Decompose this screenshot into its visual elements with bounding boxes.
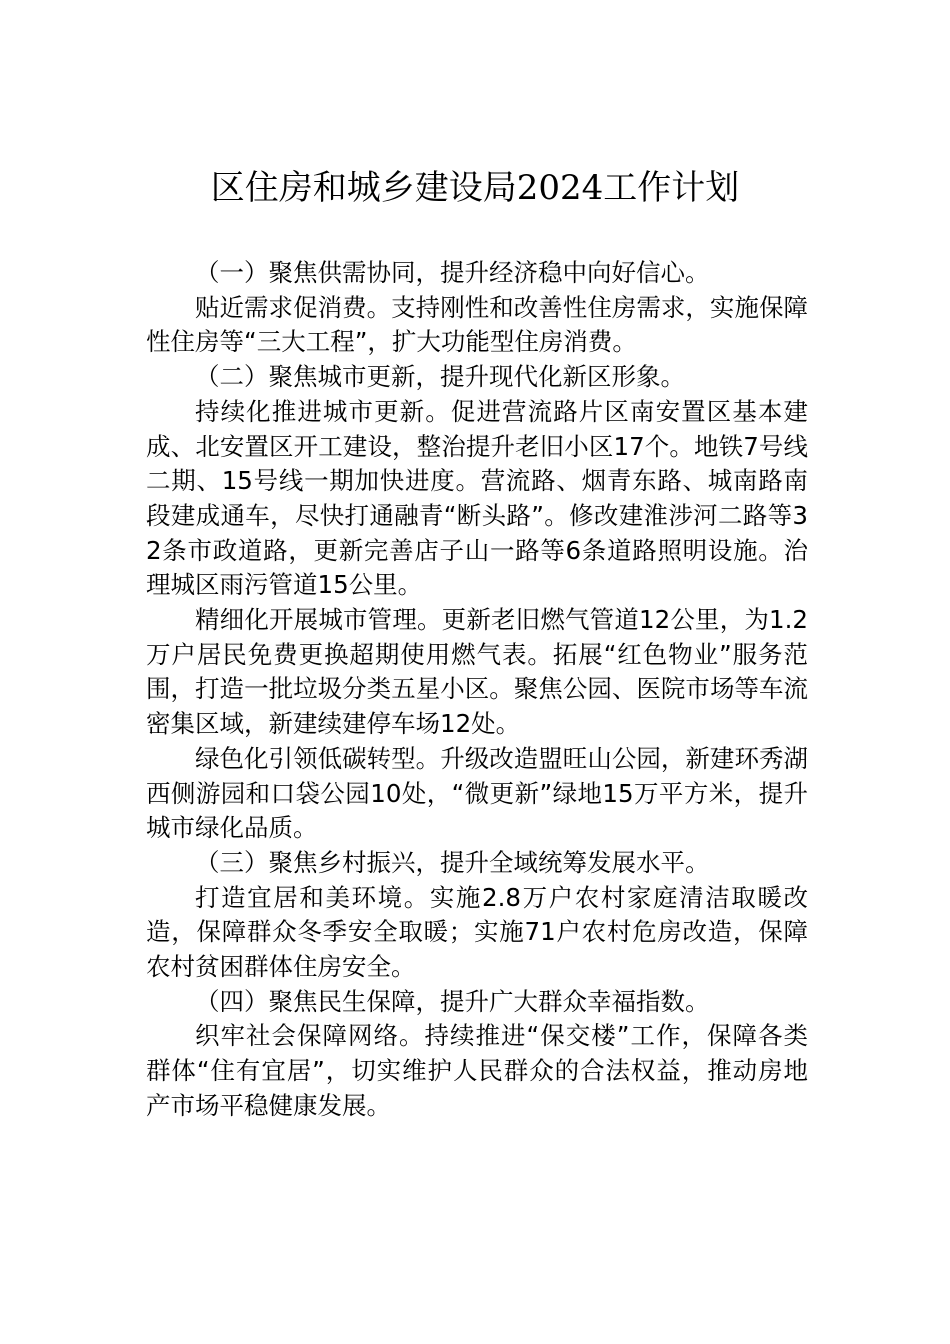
section-heading-3: （三）聚焦乡村振兴，提升全域统筹发展水平。	[195, 847, 710, 877]
paragraph-city-management: 精细化开展城市管理。更新老旧燃气管道12公里，为1.2万户居民免费更换超期使用燃气表。拓展“红色物业”服务范围，打造一批垃圾分类五星小区。聚焦公园、医院市场等车流密集区域，新建续建停车场12处。	[146, 605, 808, 739]
paragraph-social-security: 织牢社会保障网络。持续推进“保交楼”工作，保障各类群体“住有宜居”，切实维护人民群众的合法权益，推动房地产市场平稳健康发展。	[146, 1021, 808, 1120]
section-heading-1: （一）聚焦供需协同，提升经济稳中向好信心。	[195, 258, 710, 287]
document-title: 区住房和城乡建设局2024工作计划	[210, 168, 740, 208]
paragraph-green-transition: 绿色化引领低碳转型。升级改造盟旺山公园，新建环秀湖西侧游园和口袋公园10处，“微更新”绿地15万平方米，提升城市绿化品质。	[146, 743, 808, 843]
section-heading-2: （二）聚焦城市更新，提升现代化新区形象。	[195, 362, 685, 392]
paragraph-urban-renewal: 持续化推进城市更新。促进营流路片区南安置区基本建成、北安置区开工建设，整治提升老旧小区17个。地铁7号线二期、15号线一期加快进度。营流路、烟青东路、城南路南段建成通车，尽快打通融青“断头路”。修改建淮涉河二路等32条市政道路，更新完善店子山一路等6条道路照明设施。治理城区雨污管道15公里。	[146, 396, 808, 600]
section-heading-4: （四）聚焦民生保障，提升广大群众幸福指数。	[195, 986, 710, 1016]
paragraph-consumption: 贴近需求促消费。支持刚性和改善性住房需求，实施保障性住房等“三大工程”，扩大功能型住房消费。	[146, 292, 808, 357]
paragraph-rural-environment: 打造宜居和美环境。实施2.8万户农村家庭清洁取暖改造，保障群众冬季安全取暖；实施71户农村危房改造，保障农村贫困群体住房安全。	[146, 882, 808, 982]
document-body	[146, 256, 808, 1124]
